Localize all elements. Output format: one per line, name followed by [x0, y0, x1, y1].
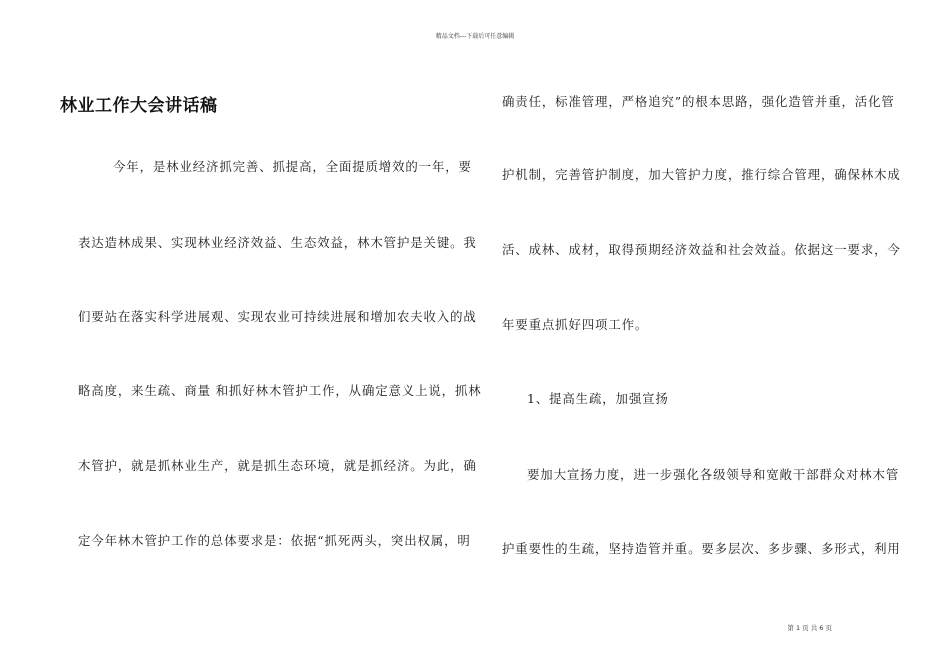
left-paragraph-line-3: 们要站在落实科学进展观、实现农业可持续进展和增加农夫收入的战	[78, 309, 477, 324]
header-note: 精品文档---下载后可任意编辑	[435, 33, 515, 40]
left-paragraph-line-5: 木管护，就是抓林业生产，就是抓生态环境，就是抓经济。为此，确	[78, 458, 477, 473]
right-paragraph-line-2: 护机制，完善管护制度，加大管护力度，推行综合管理，确保林木成	[502, 167, 901, 182]
right-paragraph-line-7: 护重要性的生疏，坚持造管并重。要多层次、多步骤、多形式，利用	[502, 541, 901, 556]
page-number: 第 1 页 共 6 页	[787, 624, 832, 632]
left-paragraph-line-1: 今年，是林业经济抓完善、抓提高，全面提质增效的一年，要	[113, 159, 472, 174]
right-paragraph-line-1: 确责任，标准管理，严格追究”的根本思路，强化造管并重，活化管	[502, 94, 895, 109]
left-paragraph-line-2: 表达造林成果、实现林业经济效益、生态效益，林木管护是关键。我	[78, 235, 477, 250]
left-paragraph-line-4: 略高度，来生疏、商量 和抓好林木管护工作，从确定意义上说，抓林	[78, 383, 482, 398]
right-paragraph-line-4: 年要重点抓好四项工作。	[502, 317, 649, 332]
left-paragraph-line-6: 定今年林木管护工作的总体要求是：依据“抓死两头，突出权属，明	[78, 533, 471, 548]
section-heading: 1、提高生疏，加强宣扬	[527, 391, 669, 406]
right-paragraph-line-3: 活、成林、成材，取得预期经济效益和社会效益。依据这一要求，今	[502, 242, 901, 257]
right-paragraph-line-6: 要加大宣扬力度，进一步强化各级领导和宽敞干部群众对林木管	[527, 467, 900, 482]
document-title: 林业工作大会讲话稿	[60, 96, 218, 116]
